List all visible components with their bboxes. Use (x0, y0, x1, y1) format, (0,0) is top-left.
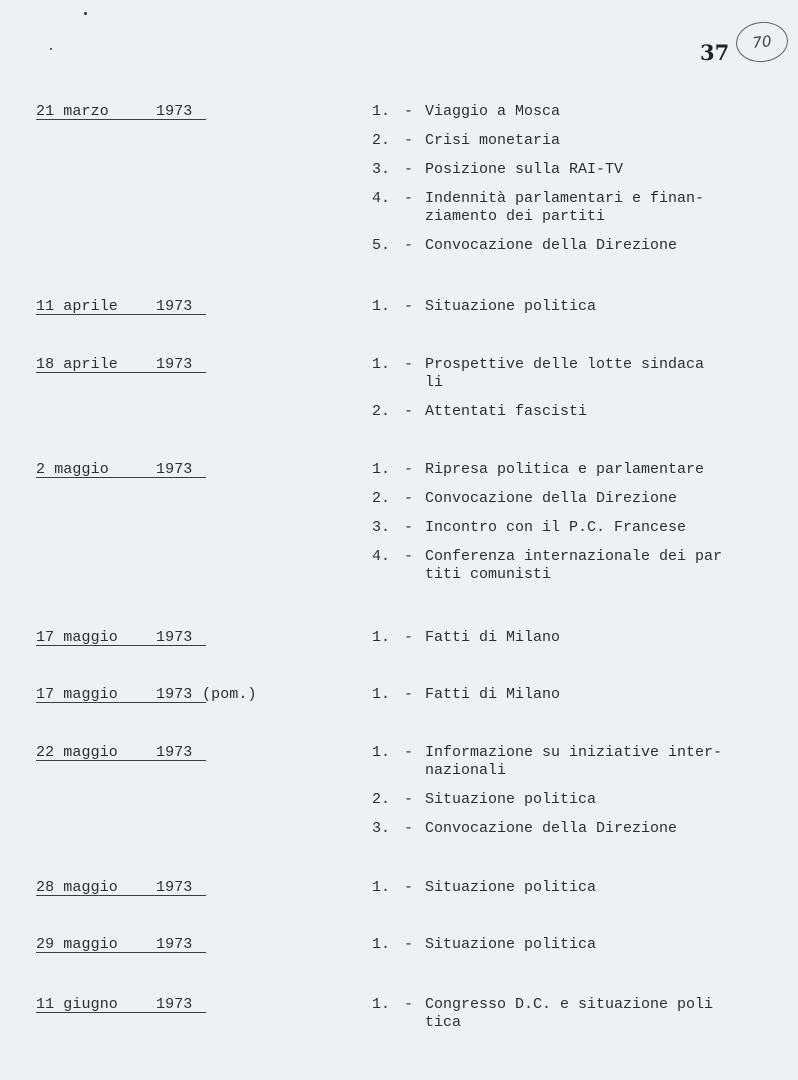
agenda-item (372, 356, 772, 392)
item-dash: - (404, 744, 414, 761)
date-underline (36, 372, 206, 373)
entry-year: 1973 (156, 936, 193, 953)
entry-date (36, 879, 194, 897)
entry-items (372, 298, 772, 327)
date-underline (36, 760, 206, 761)
item-text: Situazione politica (425, 298, 597, 315)
item-number: 1. (372, 996, 391, 1013)
item-dash: - (404, 403, 414, 420)
item-number: 1. (372, 356, 391, 373)
entry-year: 1973 (156, 879, 193, 896)
item-dash: - (404, 356, 414, 373)
item-number: 3. (372, 519, 391, 536)
agenda-item (372, 103, 772, 121)
entry-year: 1973 (156, 686, 193, 703)
item-dash: - (404, 629, 414, 646)
entry-items (372, 744, 772, 849)
entry-date (36, 461, 194, 479)
item-text: Congresso D.C. e situazione poli tica (425, 996, 714, 1031)
entry-date (36, 356, 194, 374)
agenda-item (372, 190, 772, 226)
item-text: Posizione sulla RAI-TV (425, 161, 624, 178)
entry-items (372, 936, 772, 965)
agenda-item (372, 548, 772, 584)
item-dash: - (404, 103, 414, 120)
agenda-item (372, 298, 772, 316)
entry-day: 2 maggio (36, 461, 109, 478)
item-number: 3. (372, 820, 391, 837)
entry-day: 17 maggio (36, 686, 118, 703)
entry-items (372, 356, 772, 432)
item-dash: - (404, 686, 414, 703)
entry-day: 29 maggio (36, 936, 118, 953)
date-underline (36, 477, 206, 478)
entry-items (372, 996, 772, 1043)
item-dash: - (404, 298, 414, 315)
item-text: Prospettive delle lotte sindaca li (425, 356, 705, 391)
item-text: Crisi monetaria (425, 132, 561, 149)
item-number: 2. (372, 403, 391, 420)
item-text: Situazione politica (425, 791, 597, 808)
date-underline (36, 1012, 206, 1013)
entry-date (36, 103, 194, 121)
item-number: 3. (372, 161, 391, 178)
item-number: 4. (372, 190, 391, 207)
entry-day: 17 maggio (36, 629, 118, 646)
item-text: Convocazione della Direzione (425, 237, 678, 254)
item-text: Indennità parlamentari e finan- ziamento dei partiti (425, 190, 705, 225)
entry-items (372, 629, 772, 658)
item-number: 2. (372, 490, 391, 507)
item-text: Situazione politica (425, 936, 597, 953)
item-dash: - (404, 519, 414, 536)
item-text: Ripresa politica e parlamentare (425, 461, 705, 478)
item-dash: - (404, 820, 414, 837)
agenda-item (372, 403, 772, 421)
entry-items (372, 103, 772, 266)
item-dash: - (404, 490, 414, 507)
entry-year: 1973 (156, 744, 193, 761)
entry-day: 18 aprile (36, 356, 118, 373)
entry-year: 1973 (156, 629, 193, 646)
item-dash: - (404, 237, 414, 254)
item-number: 1. (372, 629, 391, 646)
item-dash: - (404, 132, 414, 149)
agenda-item (372, 237, 772, 255)
item-dash: - (404, 548, 414, 565)
date-underline (36, 314, 206, 315)
item-number: 1. (372, 686, 391, 703)
entry-year: 1973 (156, 356, 193, 373)
item-number: 2. (372, 132, 391, 149)
agenda-item (372, 519, 772, 537)
item-text: Conferenza internazionale dei par titi comunisti (425, 548, 723, 583)
paper-speck (84, 12, 87, 15)
entry-date (36, 744, 194, 762)
page-number: 37 (700, 40, 730, 65)
date-underline (36, 119, 206, 120)
entry-items (372, 879, 772, 908)
date-underline (36, 702, 206, 703)
item-number: 5. (372, 237, 391, 254)
date-underline (36, 895, 206, 896)
paper-speck (50, 48, 52, 50)
entry-day: 22 maggio (36, 744, 118, 761)
entry-note: (pom.) (202, 686, 257, 703)
agenda-item (372, 879, 772, 897)
agenda-item (372, 744, 772, 780)
item-dash: - (404, 879, 414, 896)
agenda-item (372, 936, 772, 954)
item-dash: - (404, 190, 414, 207)
entry-year: 1973 (156, 103, 193, 120)
entry-day: 11 aprile (36, 298, 118, 315)
agenda-item (372, 820, 772, 838)
item-text: Attentati fascisti (425, 403, 588, 420)
item-text: Convocazione della Direzione (425, 490, 678, 507)
item-text: Fatti di Milano (425, 686, 561, 703)
agenda-item (372, 686, 772, 704)
item-number: 2. (372, 791, 391, 808)
agenda-item (372, 490, 772, 508)
item-number: 4. (372, 548, 391, 565)
entry-date (36, 298, 194, 316)
entry-date (36, 686, 257, 704)
agenda-item (372, 629, 772, 647)
entry-year: 1973 (156, 996, 193, 1013)
item-number: 1. (372, 103, 391, 120)
item-text: Fatti di Milano (425, 629, 561, 646)
entry-year: 1973 (156, 461, 193, 478)
entry-items (372, 686, 772, 715)
item-number: 1. (372, 879, 391, 896)
item-dash: - (404, 996, 414, 1013)
page-stamp: 70 (734, 19, 790, 64)
item-text: Informazione su iniziative inter- nazionali (425, 744, 723, 779)
item-number: 1. (372, 461, 391, 478)
item-number: 1. (372, 298, 391, 315)
entry-day: 11 giugno (36, 996, 118, 1013)
entry-year: 1973 (156, 298, 193, 315)
agenda-item (372, 132, 772, 150)
item-dash: - (404, 461, 414, 478)
agenda-item (372, 996, 772, 1032)
item-number: 1. (372, 744, 391, 761)
item-text: Viaggio a Mosca (425, 103, 561, 120)
entry-day: 28 maggio (36, 879, 118, 896)
agenda-item (372, 791, 772, 809)
item-dash: - (404, 936, 414, 953)
item-dash: - (404, 791, 414, 808)
item-text: Convocazione della Direzione (425, 820, 678, 837)
date-underline (36, 952, 206, 953)
item-number: 1. (372, 936, 391, 953)
entry-date (36, 996, 194, 1014)
item-text: Situazione politica (425, 879, 597, 896)
agenda-item (372, 161, 772, 179)
agenda-item (372, 461, 772, 479)
entry-items (372, 461, 772, 595)
item-text: Incontro con il P.C. Francese (425, 519, 687, 536)
date-underline (36, 645, 206, 646)
item-dash: - (404, 161, 414, 178)
entry-day: 21 marzo (36, 103, 109, 120)
entry-date (36, 936, 194, 954)
entry-date (36, 629, 194, 647)
